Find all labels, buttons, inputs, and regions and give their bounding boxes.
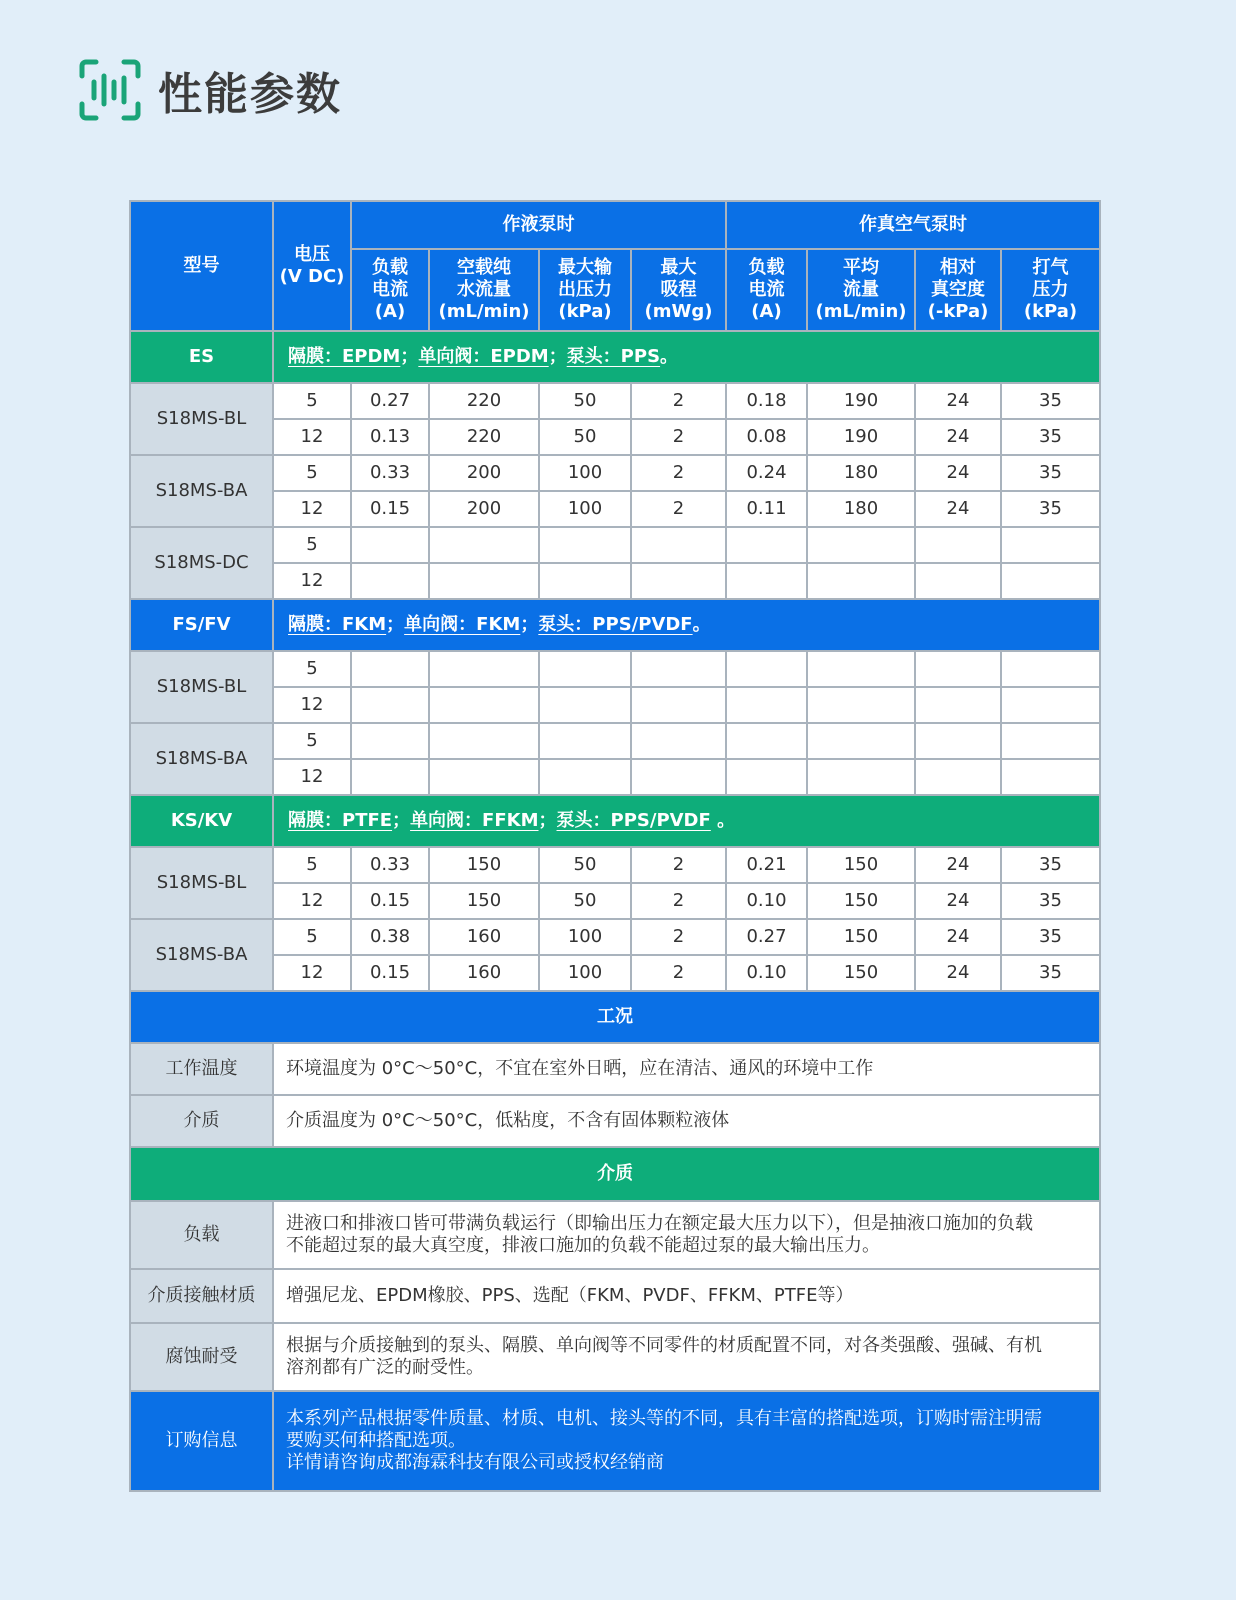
value-cell: 24 bbox=[915, 491, 1001, 527]
value-cell bbox=[807, 563, 915, 599]
material-note-part: 。 bbox=[660, 346, 679, 367]
value-cell: 220 bbox=[429, 419, 539, 455]
table-row bbox=[130, 759, 1100, 795]
voltage-cell: 12 bbox=[273, 759, 351, 795]
header-voltage-line1: 电压 bbox=[294, 244, 330, 265]
table-row bbox=[130, 383, 1100, 419]
header-sub-line: (mWg) bbox=[644, 301, 713, 322]
value-cell: 100 bbox=[539, 955, 631, 991]
voltage-cell: 5 bbox=[273, 723, 351, 759]
conditions-heading: 工况 bbox=[130, 991, 1100, 1043]
medium-text-line: 溶剂都有广泛的耐受性。 bbox=[286, 1357, 484, 1378]
header-sub-line: (mL/min) bbox=[815, 301, 907, 322]
value-cell: 35 bbox=[1001, 419, 1100, 455]
medium-text bbox=[273, 1269, 1100, 1323]
table-row bbox=[130, 919, 1100, 955]
waveform-icon bbox=[78, 58, 142, 122]
value-cell: 150 bbox=[807, 919, 915, 955]
header-sub-line: (A) bbox=[374, 301, 406, 322]
value-cell: 0.33 bbox=[351, 455, 429, 491]
medium-row bbox=[130, 1269, 1100, 1323]
header-voltage bbox=[273, 201, 351, 331]
header-sub-0 bbox=[351, 249, 429, 331]
section-material-note bbox=[273, 795, 1100, 847]
order-text bbox=[273, 1391, 1100, 1491]
value-cell bbox=[807, 527, 915, 563]
value-cell: 200 bbox=[429, 455, 539, 491]
model-name: S18MS-BL bbox=[130, 651, 273, 723]
value-cell: 150 bbox=[807, 883, 915, 919]
value-cell: 100 bbox=[539, 491, 631, 527]
value-cell: 0.27 bbox=[351, 383, 429, 419]
table-row bbox=[130, 455, 1100, 491]
value-cell bbox=[915, 651, 1001, 687]
value-cell bbox=[915, 527, 1001, 563]
value-cell bbox=[726, 527, 807, 563]
value-cell: 50 bbox=[539, 847, 631, 883]
voltage-cell: 5 bbox=[273, 651, 351, 687]
value-cell: 0.13 bbox=[351, 419, 429, 455]
value-cell: 24 bbox=[915, 847, 1001, 883]
model-name: S18MS-BA bbox=[130, 723, 273, 795]
section-name: ES bbox=[130, 331, 273, 383]
section-name: KS/KV bbox=[130, 795, 273, 847]
value-cell bbox=[539, 687, 631, 723]
value-cell: 2 bbox=[631, 491, 726, 527]
value-cell: 100 bbox=[539, 455, 631, 491]
value-cell: 200 bbox=[429, 491, 539, 527]
conditions-label: 介质 bbox=[130, 1095, 273, 1147]
voltage-cell: 12 bbox=[273, 419, 351, 455]
value-cell bbox=[726, 687, 807, 723]
value-cell: 0.24 bbox=[726, 455, 807, 491]
conditions-text: 介质温度为 0°C～50°C，低粘度，不含有固体颗粒液体 bbox=[273, 1095, 1100, 1147]
value-cell: 50 bbox=[539, 883, 631, 919]
medium-text-line: 增强尼龙、EPDM橡胶、PPS、选配（FKM、PVDF、FFKM、PTFE等） bbox=[286, 1285, 854, 1306]
value-cell: 180 bbox=[807, 491, 915, 527]
value-cell bbox=[1001, 563, 1100, 599]
header-sub-4 bbox=[726, 249, 807, 331]
header-air-mode: 作真空气泵时 bbox=[726, 201, 1100, 249]
spec-table bbox=[129, 200, 1101, 1492]
medium-row bbox=[130, 1323, 1100, 1391]
material-note-part: 单向阀：FKM bbox=[404, 614, 521, 635]
value-cell: 150 bbox=[429, 883, 539, 919]
value-cell: 0.33 bbox=[351, 847, 429, 883]
header-sub-5 bbox=[807, 249, 915, 331]
header-sub-line: 最大 bbox=[660, 257, 697, 278]
header-sub-line: 压力 bbox=[1032, 279, 1069, 300]
value-cell bbox=[631, 759, 726, 795]
value-cell bbox=[631, 723, 726, 759]
header-sub-line: 最大输 bbox=[558, 257, 612, 278]
value-cell: 0.27 bbox=[726, 919, 807, 955]
value-cell: 190 bbox=[807, 383, 915, 419]
order-row bbox=[130, 1391, 1100, 1491]
header-liquid-mode: 作液泵时 bbox=[351, 201, 726, 249]
header-sub-7 bbox=[1001, 249, 1100, 331]
voltage-cell: 12 bbox=[273, 955, 351, 991]
value-cell bbox=[915, 687, 1001, 723]
value-cell: 0.21 bbox=[726, 847, 807, 883]
header-model: 型号 bbox=[130, 201, 273, 331]
table-row bbox=[130, 419, 1100, 455]
value-cell bbox=[1001, 723, 1100, 759]
order-text-line: 要购买何种搭配选项。 bbox=[286, 1430, 466, 1451]
table-row bbox=[130, 563, 1100, 599]
value-cell: 2 bbox=[631, 847, 726, 883]
value-cell: 0.38 bbox=[351, 919, 429, 955]
value-cell bbox=[631, 651, 726, 687]
value-cell: 35 bbox=[1001, 919, 1100, 955]
order-text-line: 详情请咨询成都海霖科技有限公司或授权经销商 bbox=[286, 1452, 664, 1473]
material-note-part: ； bbox=[386, 614, 405, 635]
value-cell: 100 bbox=[539, 919, 631, 955]
value-cell bbox=[726, 723, 807, 759]
voltage-cell: 5 bbox=[273, 383, 351, 419]
medium-text-line: 进液口和排液口皆可带满负载运行（即输出压力在额定最大压力以下），但是抽液口施加的负载 bbox=[286, 1213, 1033, 1234]
medium-text-line: 根据与介质接触到的泵头、隔膜、单向阀等不同零件的材质配置不同，对各类强酸、强碱、有机 bbox=[286, 1335, 1042, 1356]
value-cell: 150 bbox=[807, 847, 915, 883]
header-sub-line: 电流 bbox=[748, 279, 785, 300]
value-cell bbox=[539, 651, 631, 687]
value-cell bbox=[807, 759, 915, 795]
material-note-part: 泵头：PPS bbox=[566, 346, 661, 367]
header-sub-line: 相对 bbox=[940, 257, 976, 278]
voltage-cell: 5 bbox=[273, 527, 351, 563]
header-sub-line: 负载 bbox=[748, 257, 785, 278]
value-cell: 0.15 bbox=[351, 955, 429, 991]
value-cell bbox=[915, 723, 1001, 759]
conditions-text: 环境温度为 0°C～50°C，不宜在室外日晒，应在清洁、通风的环境中工作 bbox=[273, 1043, 1100, 1095]
value-cell: 35 bbox=[1001, 383, 1100, 419]
section-row bbox=[130, 795, 1100, 847]
value-cell: 35 bbox=[1001, 955, 1100, 991]
voltage-cell: 12 bbox=[273, 883, 351, 919]
header-voltage-line2: (V DC) bbox=[279, 266, 345, 287]
value-cell: 0.10 bbox=[726, 955, 807, 991]
medium-label: 负载 bbox=[130, 1201, 273, 1269]
material-note-part: ； bbox=[548, 346, 567, 367]
value-cell: 0.08 bbox=[726, 419, 807, 455]
header-sub-1 bbox=[429, 249, 539, 331]
value-cell: 24 bbox=[915, 383, 1001, 419]
value-cell bbox=[429, 723, 539, 759]
page-title: 性能参数 bbox=[158, 69, 342, 120]
model-name: S18MS-BA bbox=[130, 455, 273, 527]
section-row bbox=[130, 331, 1100, 383]
value-cell: 220 bbox=[429, 383, 539, 419]
value-cell: 24 bbox=[915, 455, 1001, 491]
table-row bbox=[130, 723, 1100, 759]
value-cell bbox=[631, 687, 726, 723]
value-cell: 0.18 bbox=[726, 383, 807, 419]
header-sub-line: 流量 bbox=[843, 279, 879, 300]
value-cell: 2 bbox=[631, 419, 726, 455]
header-sub-line: 平均 bbox=[843, 257, 879, 278]
value-cell bbox=[539, 759, 631, 795]
value-cell bbox=[539, 723, 631, 759]
medium-row bbox=[130, 1201, 1100, 1269]
material-note-part: 泵头：PPS/PVDF bbox=[556, 810, 711, 831]
value-cell bbox=[351, 563, 429, 599]
value-cell bbox=[726, 651, 807, 687]
model-name: S18MS-BL bbox=[130, 847, 273, 919]
conditions-label: 工作温度 bbox=[130, 1043, 273, 1095]
medium-heading: 介质 bbox=[130, 1147, 1100, 1201]
table-row bbox=[130, 527, 1100, 563]
header-sub-line: (kPa) bbox=[558, 301, 612, 322]
value-cell bbox=[726, 563, 807, 599]
table-row bbox=[130, 883, 1100, 919]
voltage-cell: 5 bbox=[273, 847, 351, 883]
header-sub-line: (A) bbox=[751, 301, 782, 322]
value-cell bbox=[429, 759, 539, 795]
header-sub-line: 空载纯 bbox=[457, 257, 511, 278]
value-cell: 2 bbox=[631, 919, 726, 955]
medium-heading-row bbox=[130, 1147, 1100, 1201]
value-cell bbox=[429, 527, 539, 563]
value-cell: 160 bbox=[429, 919, 539, 955]
material-note-part: ； bbox=[392, 810, 411, 831]
value-cell: 50 bbox=[539, 419, 631, 455]
medium-text-line: 不能超过泵的最大真空度，排液口施加的负载不能超过泵的最大输出压力。 bbox=[286, 1235, 880, 1256]
value-cell bbox=[429, 651, 539, 687]
value-cell bbox=[915, 759, 1001, 795]
value-cell: 2 bbox=[631, 383, 726, 419]
value-cell: 0.10 bbox=[726, 883, 807, 919]
value-cell bbox=[429, 687, 539, 723]
material-note-part: 泵头：PPS/PVDF bbox=[538, 614, 693, 635]
header-sub-line: 出压力 bbox=[558, 279, 612, 300]
conditions-heading-row bbox=[130, 991, 1100, 1043]
voltage-cell: 5 bbox=[273, 455, 351, 491]
value-cell bbox=[351, 759, 429, 795]
header-sub-line: 吸程 bbox=[660, 279, 697, 300]
value-cell bbox=[807, 651, 915, 687]
header-sub-line: 电流 bbox=[372, 279, 408, 300]
medium-text bbox=[273, 1323, 1100, 1391]
value-cell bbox=[539, 563, 631, 599]
medium-text bbox=[273, 1201, 1100, 1269]
value-cell: 0.15 bbox=[351, 491, 429, 527]
value-cell: 35 bbox=[1001, 883, 1100, 919]
value-cell: 160 bbox=[429, 955, 539, 991]
value-cell: 50 bbox=[539, 383, 631, 419]
value-cell: 24 bbox=[915, 883, 1001, 919]
value-cell: 24 bbox=[915, 955, 1001, 991]
order-label: 订购信息 bbox=[130, 1391, 273, 1491]
table-row bbox=[130, 687, 1100, 723]
value-cell bbox=[429, 563, 539, 599]
material-note-part: 隔膜：PTFE bbox=[288, 810, 393, 831]
value-cell: 2 bbox=[631, 955, 726, 991]
value-cell: 180 bbox=[807, 455, 915, 491]
section-material-note bbox=[273, 599, 1100, 651]
value-cell: 35 bbox=[1001, 455, 1100, 491]
material-note-part: 隔膜：FKM bbox=[288, 614, 387, 635]
header-sub-line: (mL/min) bbox=[438, 301, 530, 322]
material-note-part: ； bbox=[400, 346, 419, 367]
table-row bbox=[130, 651, 1100, 687]
material-note-part: 。 bbox=[692, 614, 711, 635]
voltage-cell: 12 bbox=[273, 563, 351, 599]
model-name: S18MS-BA bbox=[130, 919, 273, 991]
conditions-row bbox=[130, 1043, 1100, 1095]
value-cell: 190 bbox=[807, 419, 915, 455]
value-cell bbox=[807, 687, 915, 723]
material-note-part: 单向阀：FFKM bbox=[410, 810, 539, 831]
material-note-part: 。 bbox=[710, 810, 736, 831]
material-note-part: 单向阀：EPDM bbox=[418, 346, 549, 367]
medium-label: 介质接触材质 bbox=[130, 1269, 273, 1323]
value-cell bbox=[351, 687, 429, 723]
value-cell bbox=[807, 723, 915, 759]
header-sub-line: (kPa) bbox=[1023, 301, 1078, 322]
value-cell: 24 bbox=[915, 919, 1001, 955]
value-cell: 150 bbox=[807, 955, 915, 991]
table-row bbox=[130, 491, 1100, 527]
value-cell bbox=[915, 563, 1001, 599]
section-material-note bbox=[273, 331, 1100, 383]
value-cell: 150 bbox=[429, 847, 539, 883]
value-cell bbox=[1001, 687, 1100, 723]
value-cell bbox=[351, 723, 429, 759]
header-sub-2 bbox=[539, 249, 631, 331]
model-name: S18MS-BL bbox=[130, 383, 273, 455]
section-row bbox=[130, 599, 1100, 651]
header-sub-line: 负载 bbox=[372, 257, 408, 278]
material-note-part: 隔膜：EPDM bbox=[288, 346, 401, 367]
header-sub-3 bbox=[631, 249, 726, 331]
value-cell bbox=[351, 527, 429, 563]
header-sub-6 bbox=[915, 249, 1001, 331]
conditions-row bbox=[130, 1095, 1100, 1147]
value-cell bbox=[1001, 527, 1100, 563]
medium-label: 腐蚀耐受 bbox=[130, 1323, 273, 1391]
value-cell bbox=[1001, 759, 1100, 795]
value-cell: 35 bbox=[1001, 847, 1100, 883]
model-name: S18MS-DC bbox=[130, 527, 273, 599]
header-sub-line: (-kPa) bbox=[927, 301, 989, 322]
value-cell bbox=[1001, 651, 1100, 687]
value-cell: 2 bbox=[631, 455, 726, 491]
value-cell bbox=[631, 527, 726, 563]
spec-table-body bbox=[130, 201, 1100, 1491]
voltage-cell: 12 bbox=[273, 687, 351, 723]
table-row bbox=[130, 955, 1100, 991]
header-sub-line: 水流量 bbox=[457, 279, 511, 300]
value-cell: 0.15 bbox=[351, 883, 429, 919]
value-cell bbox=[539, 527, 631, 563]
order-text-line: 本系列产品根据零件质量、材质、电机、接头等的不同，具有丰富的搭配选项，订购时需注明需 bbox=[286, 1408, 1042, 1429]
material-note-part: ； bbox=[538, 810, 557, 831]
value-cell: 2 bbox=[631, 883, 726, 919]
voltage-cell: 12 bbox=[273, 491, 351, 527]
page-header bbox=[78, 58, 342, 122]
value-cell bbox=[726, 759, 807, 795]
table-row bbox=[130, 847, 1100, 883]
value-cell: 0.11 bbox=[726, 491, 807, 527]
material-note-part: ； bbox=[520, 614, 539, 635]
value-cell bbox=[631, 563, 726, 599]
header-sub-line: 打气 bbox=[1032, 257, 1069, 278]
value-cell: 24 bbox=[915, 419, 1001, 455]
voltage-cell: 5 bbox=[273, 919, 351, 955]
header-sub-line: 真空度 bbox=[931, 279, 985, 300]
section-name: FS/FV bbox=[130, 599, 273, 651]
value-cell bbox=[351, 651, 429, 687]
value-cell: 35 bbox=[1001, 491, 1100, 527]
